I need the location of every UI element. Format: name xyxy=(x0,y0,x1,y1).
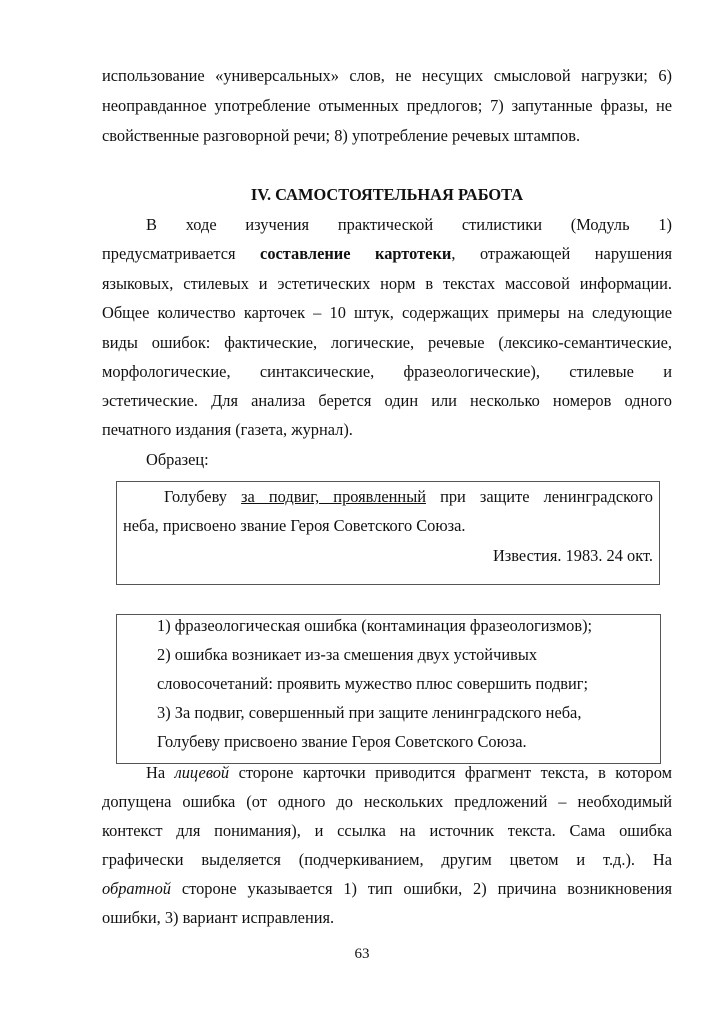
text-run: виды ошибок: фактические, логические, речевые (лексико-семантические, xyxy=(102,333,672,352)
text-run: при защите ленинградского xyxy=(426,487,654,506)
paragraph-line xyxy=(102,302,672,324)
text-run: допущена ошибка (от одного до нескольких предложений – необходимый xyxy=(102,792,672,811)
paragraph-line xyxy=(102,820,672,842)
card-back-line xyxy=(157,615,647,637)
italic-text: обратной xyxy=(102,879,171,898)
text-run: стороне карточки приводится фрагмент текста, в котором xyxy=(229,763,672,782)
card-back-line xyxy=(157,731,647,753)
card-back-line xyxy=(157,644,647,666)
text-run: , отражающей нарушения xyxy=(451,244,672,263)
text-run: использование «универсальных» слов, не несущих смысловой нагрузки; 6) xyxy=(102,66,672,85)
paragraph-line xyxy=(146,762,672,784)
paragraph-line xyxy=(146,449,672,471)
paragraph-line xyxy=(102,65,672,87)
text-run: языковых, стилевых и эстетических норм в текстах массовой информации. xyxy=(102,274,672,293)
text-run: Известия. 1983. 24 окт. xyxy=(492,546,653,565)
paragraph-line xyxy=(102,791,672,813)
paragraph-line xyxy=(102,390,672,412)
text-run: неоправданное употребление отыменных предлогов; 7) запутанные фразы, не xyxy=(102,96,672,115)
card-back-line xyxy=(157,673,647,695)
text-run: Голубеву xyxy=(164,487,242,506)
paragraph-line xyxy=(102,907,672,929)
card-front-line xyxy=(164,486,653,508)
card-front-line xyxy=(123,515,653,537)
paragraph-line xyxy=(102,849,672,871)
text-run: 2) ошибка возникает из-за смешения двух устойчивых xyxy=(157,645,538,664)
paragraph-line xyxy=(102,95,672,117)
text-run: 3) За подвиг, совершенный при защите ленинградского неба, xyxy=(157,703,582,722)
paragraph-line xyxy=(102,273,672,295)
section-heading: IV. САМОСТОЯТЕЛЬНАЯ РАБОТА xyxy=(250,185,524,204)
text-run: ошибки, 3) вариант исправления. xyxy=(102,908,335,927)
paragraph-line xyxy=(146,214,672,236)
text-run: Образец: xyxy=(146,450,209,469)
text-run: предусматривается xyxy=(102,244,261,263)
paragraph-line xyxy=(102,243,672,265)
text-run: графически выделяется (подчеркиванием, другим цветом и т.д.). На xyxy=(102,850,672,869)
text-run: контекст для понимания), и ссылка на источник текста. Сама ошибка xyxy=(102,821,672,840)
text-run: В ходе изучения практической стилистики (Модуль 1) xyxy=(146,215,672,234)
text-run: неба, присвоено звание Героя Советского Союза. xyxy=(123,516,466,535)
text-run: печатного издания (газета, журнал). xyxy=(102,420,353,439)
text-run: эстетические. Для анализа берется один или несколько номеров одного xyxy=(102,391,672,410)
text-run: свойственные разговорной речи; 8) употребление речевых штампов. xyxy=(102,126,581,145)
page-number: 63 xyxy=(354,946,370,962)
paragraph-line xyxy=(102,878,672,900)
bold-text: составление картотеки xyxy=(260,244,452,263)
text-run: стороне указывается 1) тип ошибки, 2) причина возникновения xyxy=(170,879,672,898)
underlined-error-text: за подвиг, проявленный xyxy=(241,487,426,506)
paragraph-line xyxy=(102,125,672,147)
text-run: Голубеву присвоено звание Героя Советского Союза. xyxy=(157,732,527,751)
text-run: Общее количество карточек – 10 штук, содержащих примеры на следующие xyxy=(102,303,672,322)
text-run: 1) фразеологическая ошибка (контаминация фразеологизмов); xyxy=(157,616,593,635)
card-back-line xyxy=(157,702,647,724)
paragraph-line xyxy=(102,332,672,354)
text-run: морфологические, синтаксические, фразеологические), стилевые и xyxy=(102,362,672,381)
paragraph-line xyxy=(102,419,672,441)
paragraph-line xyxy=(102,361,672,383)
italic-text: лицевой xyxy=(174,763,230,782)
card-front-source xyxy=(123,545,653,567)
text-run: словосочетаний: проявить мужество плюс совершить подвиг; xyxy=(157,674,589,693)
text-run: На xyxy=(146,763,175,782)
